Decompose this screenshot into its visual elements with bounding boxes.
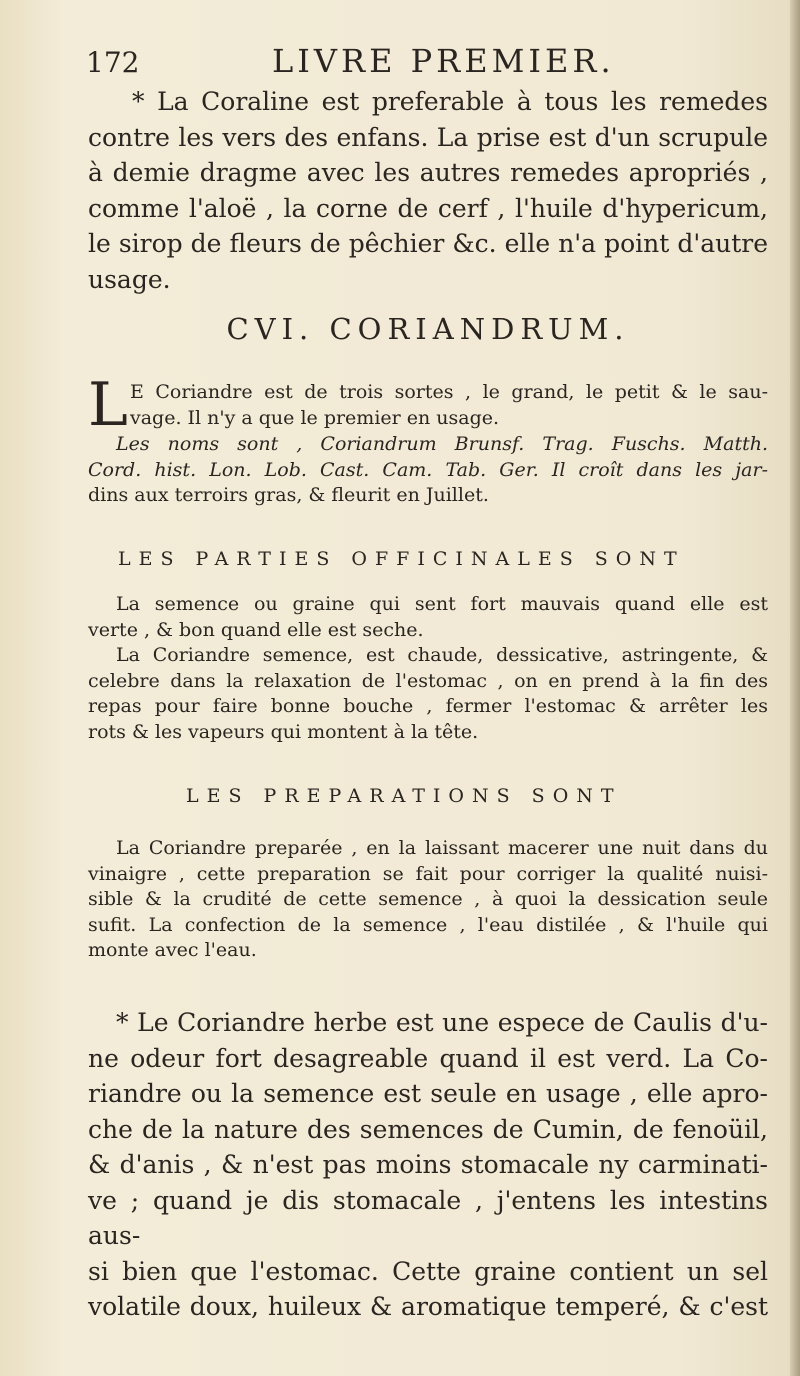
running-title: LIVRE PREMIER. [272,42,615,80]
page-edge [790,0,800,1376]
text-line: monte avec l'eau. [88,939,257,961]
parties-heading: LES PARTIES OFFICINALES SONT [118,548,685,570]
drop-cap: L [88,370,128,440]
text-line: E Coriandre est de trois sortes , le grand, le petit & le sau- [130,381,768,403]
text-line: à demie dragme avec les autres remedes apropriés , [88,158,768,187]
text-line: contre les vers des enfans. La prise est d'un scrupule [88,122,768,152]
text-line: che de la nature des semences de Cumin, de fenoüil, [88,1114,768,1144]
section-heading: CVI. CORIANDRUM. [226,312,630,346]
text-line: usage. [88,264,171,294]
text-line: verte , & bon quand elle est seche. [88,618,424,641]
text-line: & d'anis , & n'est pas moins stomacale ny carminati- [88,1150,768,1179]
text-line: La semence ou graine qui sent fort mauvais quand elle est [116,593,768,615]
text-line: volatile doux, huileux & aromatique temperé, & c'est [88,1292,768,1321]
text-line: * La Coraline est preferable à tous les remedes [132,87,768,116]
text-line: repas pour faire bonne bouche , fermer l'estomac & arrêter les [88,695,768,717]
text-line: riandre ou la semence est seule en usage , elle apro- [88,1079,768,1108]
preparations-paragraph [88,836,768,964]
preparations-heading: LES PREPARATIONS SONT [186,785,622,807]
page-number: 172 [86,46,140,79]
text-line: La Coriandre semence, est chaude, dessicative, astringente, & [116,644,768,666]
text-line: ve ; quand je dis stomacale , j'entens les intestins aus- [88,1185,768,1250]
text-line: dins aux terroirs gras, & fleurit en Juillet. [88,484,489,506]
section-intro [130,380,768,431]
text-line: Cord. hist. Lon. Lob. Cast. Cam. Tab. Ger. Il croît dans les jar- [88,458,768,481]
intro-paragraph [88,84,768,297]
text-line: le sirop de fleurs de pêchier &c. elle n'a point d'autre [88,229,768,258]
text-line: sible & la crudité de cette semence , à quoi la dessication seule [88,888,768,910]
text-line: La Coriandre preparée , en la laissant macerer une nuit dans du [116,837,768,859]
text-line: vinaigre , cette preparation se fait pour corriger la qualité nuisi- [88,862,768,885]
text-line: si bien que l'estomac. Cette graine contient un sel [88,1256,768,1286]
text-line: Les noms sont , Coriandrum Brunsf. Trag. Fuschs. Matth. [116,433,768,455]
parties-paragraph [88,592,768,745]
text-line: rots & les vapeurs qui montent à la tête. [88,720,479,743]
text-line: comme l'aloë , la corne de cerf , l'huile d'hypericum, [88,193,768,223]
text-line: * Le Coriandre herbe est une espece de Caulis d'u- [116,1008,768,1037]
text-line: celebre dans la relaxation de l'estomac , on en prend à la fin des [88,669,768,692]
text-line: ne odeur fort desagreable quand il est verd. La Co- [88,1043,768,1073]
names-paragraph [88,432,768,509]
note-paragraph [88,1005,768,1325]
running-header [86,42,766,86]
text-line: sufit. La confection de la semence , l'eau distilée , & l'huile qui [88,913,768,936]
text-line: vage. Il n'y a que le premier en usage. [130,406,500,429]
